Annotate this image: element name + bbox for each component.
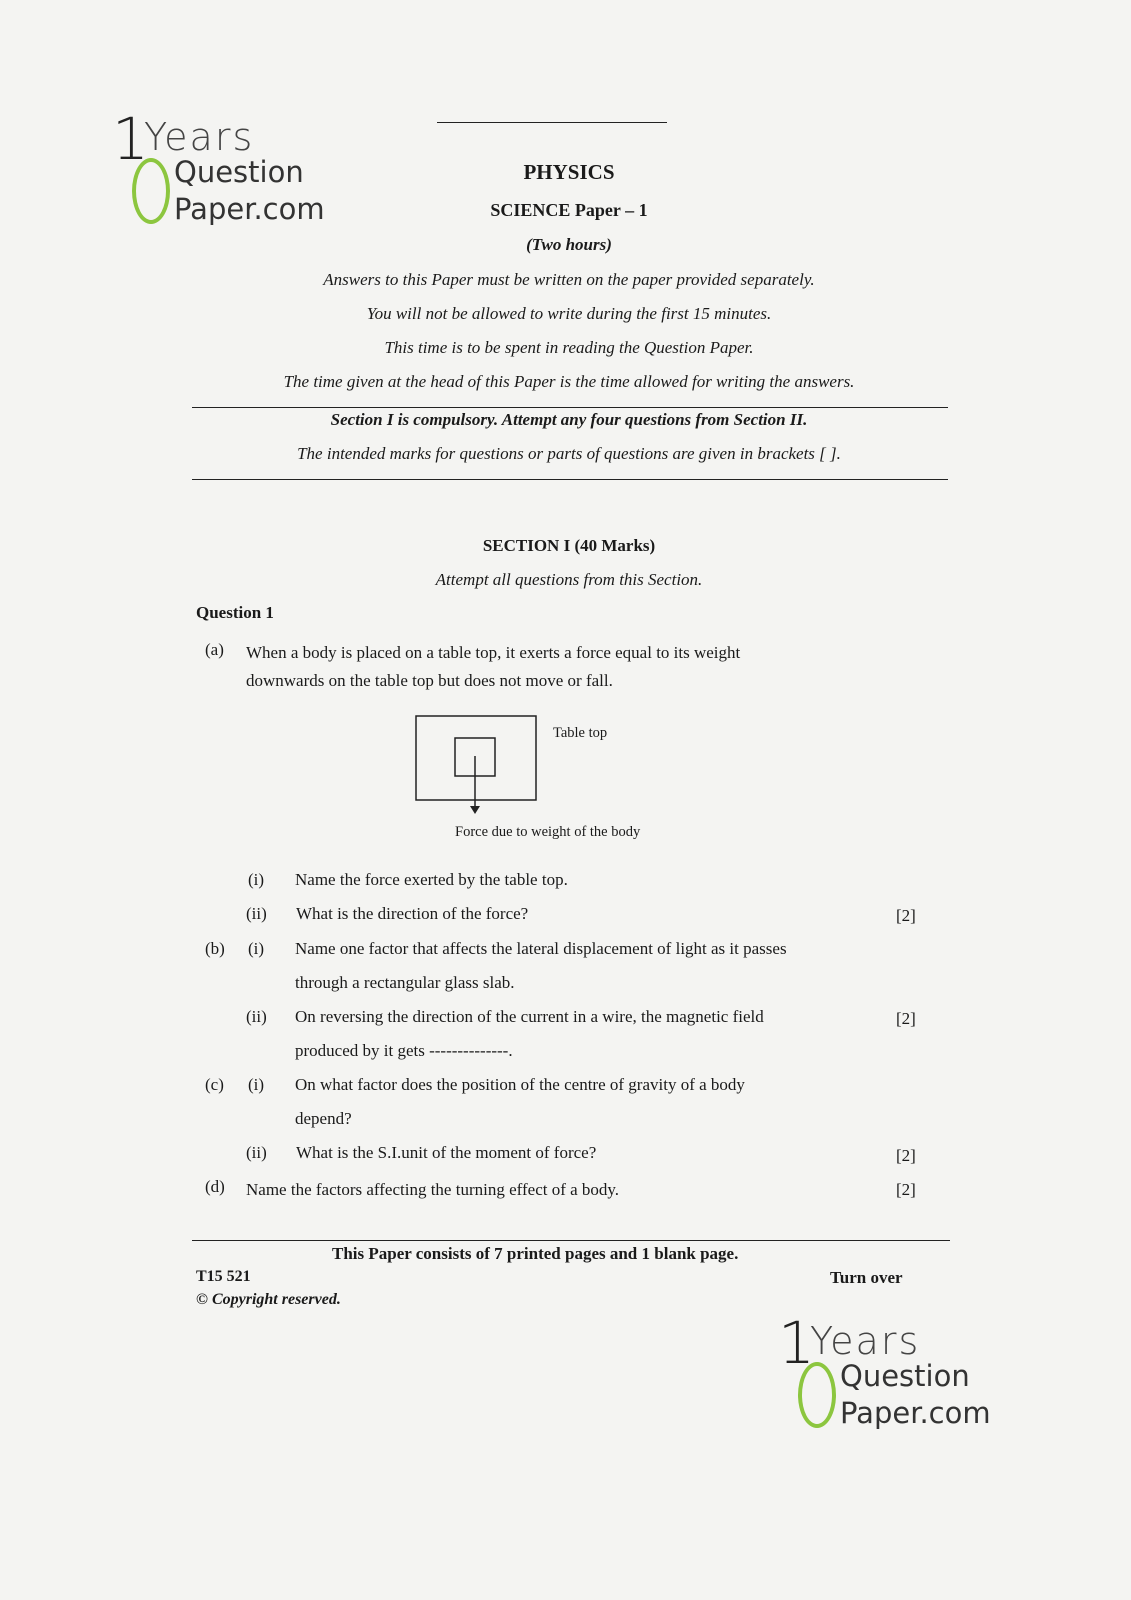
copyright: © Copyright reserved.: [196, 1291, 341, 1308]
label-force-weight: Force due to weight of the body: [455, 824, 641, 840]
pages-note: This Paper consists of 7 printed pages and 1 blank page.: [332, 1244, 739, 1263]
part-c-i-text-1: On what factor does the position of the centre of gravity of a body: [295, 1075, 745, 1094]
instruction-4: The time given at the head of this Paper is the time allowed for writing the answers.: [283, 372, 855, 391]
table-top-rect: [416, 716, 536, 800]
logo-paper: Paper.com: [174, 192, 325, 226]
paper-title: SCIENCE Paper – 1: [490, 200, 648, 220]
part-b-marks: [2]: [896, 1009, 916, 1028]
part-c-label: (c): [205, 1075, 224, 1094]
part-d-text: Name the factors affecting the turning effect of a body.: [246, 1180, 620, 1199]
part-b-ii-text-1: On reversing the direction of the current in a wire, the magnetic field: [295, 1007, 764, 1026]
weight-arrow-head: [470, 806, 480, 814]
part-d-marks: [2]: [896, 1180, 916, 1199]
logo-question: Question: [174, 155, 304, 189]
duration: (Two hours): [526, 235, 612, 254]
note-compulsory: Section I is compulsory. Attempt any four questions from Section II.: [330, 410, 808, 429]
instruction-1: Answers to this Paper must be written on the paper provided separately.: [323, 270, 815, 289]
part-b-i-text-2: through a rectangular glass slab.: [295, 973, 515, 992]
part-c-ii-text: What is the S.I.unit of the moment of force?: [296, 1143, 597, 1162]
part-a-label: (a): [205, 640, 224, 659]
logo-question: Question: [840, 1359, 970, 1393]
logo-zero-ring: [132, 158, 170, 224]
logo-paper: Paper.com: [840, 1396, 991, 1430]
instruction-3: This time is to be spent in reading the Question Paper.: [384, 338, 754, 357]
site-logo-bottom: [778, 1309, 998, 1452]
logo-years: Years: [144, 115, 255, 159]
part-c-i-label: (i): [248, 1075, 265, 1094]
table-top-diagram: [410, 710, 550, 820]
top-rule: [437, 122, 667, 123]
part-a-text-2: downwards on the table top but does not move or fall.: [246, 671, 613, 690]
part-b-i-label: (i): [248, 939, 265, 958]
part-a-i-label: (i): [248, 870, 265, 889]
label-table-top: Table top: [553, 725, 608, 741]
part-b-i-text-1: Name one factor that affects the lateral displacement of light as it passes: [295, 939, 787, 958]
part-a-marks: [2]: [896, 906, 916, 925]
note-marks: The intended marks for questions or parts of questions are given in brackets [ ].: [297, 444, 841, 463]
part-b-ii-label: (ii): [246, 1007, 267, 1026]
part-a-ii-label: (ii): [246, 904, 267, 923]
turn-over: Turn over: [830, 1268, 903, 1287]
section-title: SECTION I (40 Marks): [482, 536, 656, 555]
part-b-label: (b): [205, 939, 225, 958]
logo-zero-ring: [798, 1362, 836, 1428]
part-b-ii-text-2: produced by it gets --------------.: [295, 1041, 513, 1060]
footer-rule: [192, 1240, 950, 1241]
part-c-marks: [2]: [896, 1146, 916, 1165]
paper-code: T15 521: [196, 1268, 251, 1285]
part-a-ii-text: What is the direction of the force?: [296, 904, 529, 923]
section-subtitle: Attempt all questions from this Section.: [435, 570, 703, 589]
logo-digit-one: 1: [778, 1309, 815, 1377]
instruction-2: You will not be allowed to write during the first 15 minutes.: [366, 304, 772, 323]
logo-digit-one: 1: [112, 105, 149, 173]
part-a-text-1: When a body is placed on a table top, it exerts a force equal to its weight: [246, 643, 741, 662]
header-rule-1: [192, 407, 948, 408]
subject-title: PHYSICS: [523, 160, 615, 184]
logo-years: Years: [810, 1319, 921, 1363]
part-d-label: (d): [205, 1177, 225, 1196]
question-label: Question 1: [196, 603, 274, 622]
part-a-i-text: Name the force exerted by the table top.: [295, 870, 568, 889]
part-c-i-text-2: depend?: [295, 1109, 352, 1128]
part-c-ii-label: (ii): [246, 1143, 267, 1162]
header-rule-2: [192, 479, 948, 480]
